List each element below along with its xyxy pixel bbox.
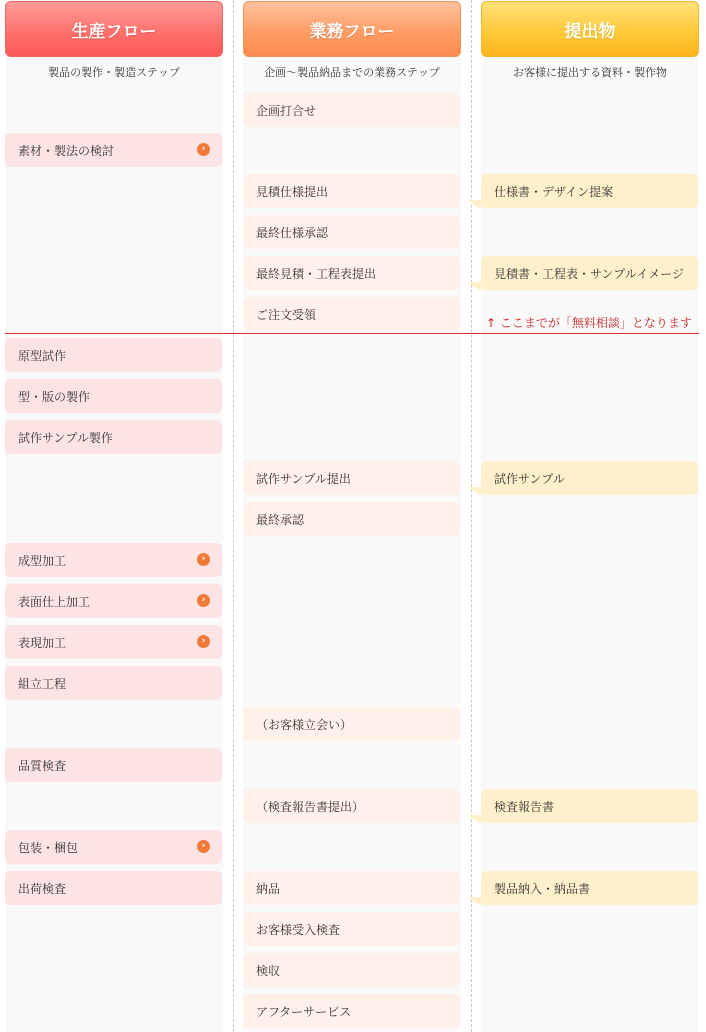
business-step: 検収 bbox=[243, 953, 460, 987]
speech-tail bbox=[467, 282, 481, 291]
production-step bbox=[5, 748, 222, 782]
business-step: 企画打合せ bbox=[243, 93, 460, 127]
business-step: （お客様立会い） bbox=[243, 707, 460, 741]
production-flow-subtitle: 製品の製作・製造ステップ bbox=[48, 66, 180, 79]
production-flow-header: 生産フロー bbox=[5, 1, 223, 57]
production-step-label: 包装・梱包 bbox=[18, 840, 79, 855]
production-step-label: 出荷検査 bbox=[18, 881, 67, 896]
production-step bbox=[5, 420, 222, 454]
chevron-right-icon[interactable]: › bbox=[197, 553, 210, 566]
chevron-right-icon[interactable]: › bbox=[197, 143, 210, 156]
business-step: アフターサービス bbox=[243, 994, 460, 1028]
free-consultation-note: ↑ ここまでが「無料相談」となります bbox=[486, 316, 692, 330]
deliverables-header: 提出物 bbox=[481, 1, 699, 57]
deliverable-item: 製品納入・納品書 bbox=[481, 871, 698, 905]
production-step-label: 原型試作 bbox=[18, 348, 67, 363]
production-step bbox=[5, 338, 222, 372]
deliverable-item: 仕様書・デザイン提案 bbox=[481, 174, 698, 208]
production-step-label: 表現加工 bbox=[18, 635, 67, 650]
column-separator bbox=[233, 0, 234, 1032]
chevron-right-icon[interactable]: › bbox=[197, 840, 210, 853]
production-step-label: 試作サンプル製作 bbox=[18, 430, 113, 445]
speech-tail bbox=[467, 815, 481, 824]
production-step-label: 素材・製法の検討 bbox=[18, 143, 115, 158]
production-step-label: 品質検査 bbox=[18, 758, 67, 773]
production-step-label: 型・版の製作 bbox=[18, 389, 91, 404]
business-step: 試作サンプル提出 bbox=[243, 461, 460, 495]
production-step-label: 表面仕上加工 bbox=[18, 594, 91, 609]
deliverable-item: 見積書・工程表・サンプルイメージ bbox=[481, 256, 698, 290]
production-step bbox=[5, 379, 222, 413]
free-consultation-divider bbox=[5, 333, 699, 334]
production-step bbox=[5, 666, 222, 700]
speech-tail bbox=[467, 897, 481, 906]
business-step: ご注文受領 bbox=[243, 297, 460, 331]
deliverable-item: 検査報告書 bbox=[481, 789, 698, 823]
production-step bbox=[5, 871, 222, 905]
deliverables-subtitle: お客様に提出する資料・製作物 bbox=[513, 66, 667, 79]
business-step: お客様受入検査 bbox=[243, 912, 460, 946]
production-step-label: 組立工程 bbox=[18, 676, 67, 691]
business-step: 見積仕様提出 bbox=[243, 174, 460, 208]
business-step: 最終見積・工程表提出 bbox=[243, 256, 460, 290]
business-step: （検査報告書提出） bbox=[243, 789, 460, 823]
business-flow-header: 業務フロー bbox=[243, 1, 461, 57]
business-step: 納品 bbox=[243, 871, 460, 905]
chevron-right-icon[interactable]: › bbox=[197, 635, 210, 648]
business-step: 最終仕様承認 bbox=[243, 215, 460, 249]
production-step[interactable] bbox=[5, 133, 222, 167]
business-flow-subtitle: 企画〜製品納品までの業務ステップ bbox=[264, 66, 440, 79]
column-separator bbox=[471, 0, 472, 1032]
production-step[interactable] bbox=[5, 625, 222, 659]
production-step[interactable] bbox=[5, 543, 222, 577]
deliverable-item: 試作サンプル bbox=[481, 461, 698, 495]
business-step: 最終承認 bbox=[243, 502, 460, 536]
production-step-label: 成型加工 bbox=[18, 553, 67, 568]
chevron-right-icon[interactable]: › bbox=[197, 594, 210, 607]
production-step[interactable] bbox=[5, 584, 222, 618]
speech-tail bbox=[467, 200, 481, 209]
speech-tail bbox=[467, 487, 481, 496]
production-step[interactable] bbox=[5, 830, 222, 864]
